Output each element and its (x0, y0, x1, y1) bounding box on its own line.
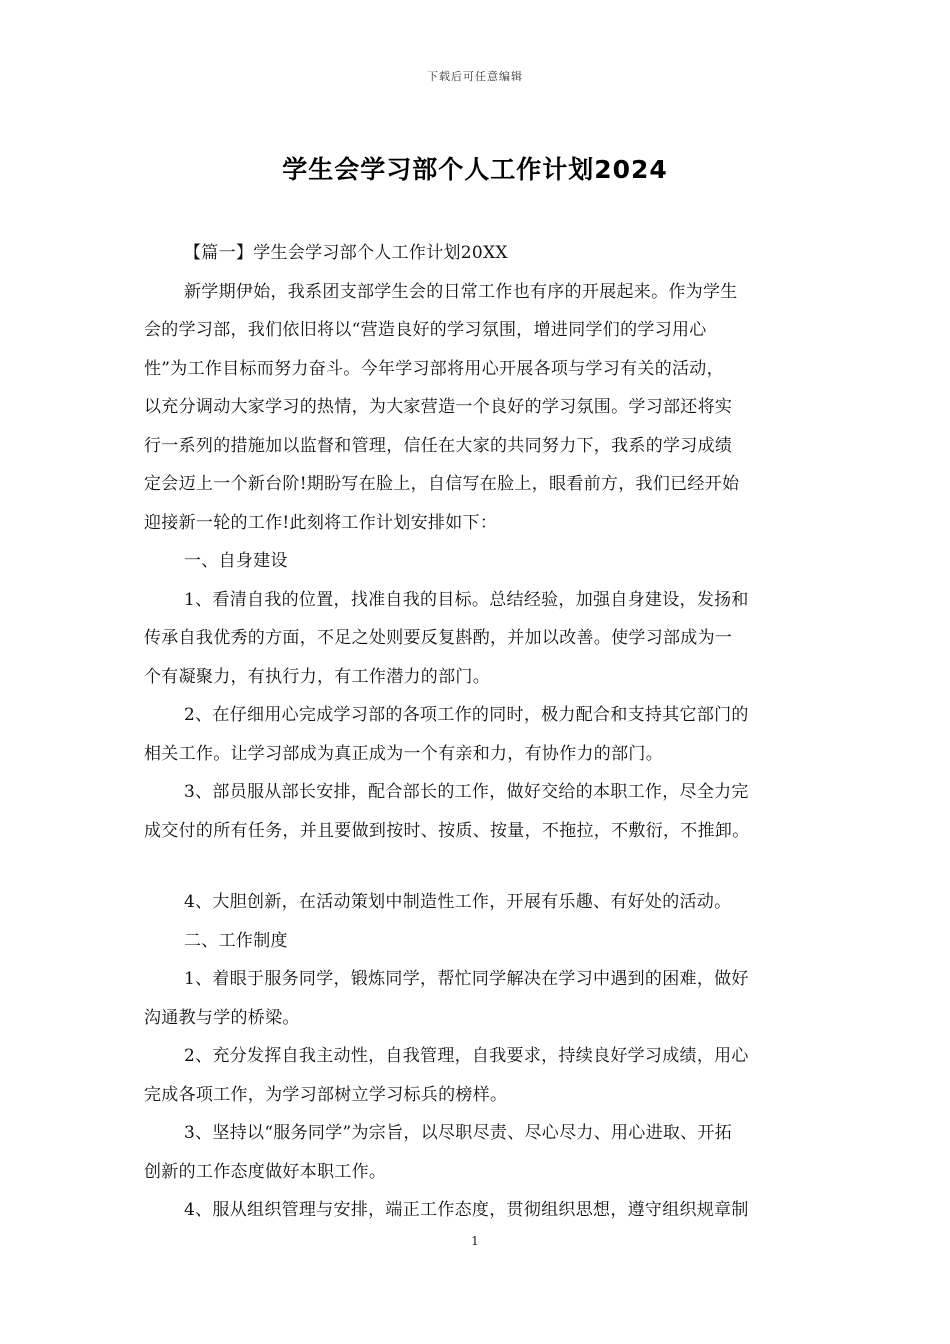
paragraph-line: 2、在仔细用心完成学习部的各项工作的同时，极力配合和支持其它部门的 (184, 705, 749, 725)
paragraph-line: 个有凝聚力，有执行力，有工作潜力的部门。 (144, 666, 490, 687)
paragraph-line: 以充分调动大家学习的热情，为大家营造一个良好的学习氛围。学习部还将实 (144, 397, 733, 417)
paragraph-line: 迎接新一轮的工作!此刻将工作计划安排如下： (144, 512, 498, 533)
header-note: 下载后可任意编辑 (427, 70, 523, 83)
paragraph-line: 新学期伊始，我系团支部学生会的日常工作也有序的开展起来。作为学生 (184, 281, 738, 302)
paragraph-line: 4、大胆创新，在活动策划中制造性工作，开展有乐趣、有好处的活动。 (184, 892, 732, 912)
paragraph-line: 会的学习部，我们依旧将以“营造良好的学习氛围，增进同学们的学习用心 (144, 320, 707, 340)
paragraph-line: 行一系列的措施加以监督和管理，信任在大家的共同努力下，我系的学习成绩 (144, 435, 733, 456)
paragraph-line: 沟通教与学的桥梁。 (144, 1007, 300, 1028)
paragraph-line: 4、服从组织管理与安排，端正工作态度，贯彻组织思想，遵守组织规章制 (184, 1200, 749, 1220)
paragraph-line: 相关工作。让学习部成为真正成为一个有亲和力，有协作力的部门。 (144, 743, 663, 764)
paragraph-line: 完成各项工作，为学习部树立学习标兵的榜样。 (144, 1084, 508, 1105)
section-heading: 一、自身建设 (184, 551, 288, 571)
paragraph-line: 定会迈上一个新台阶!期盼写在脸上，自信写在脸上，眼看前方，我们已经开始 (144, 474, 740, 494)
section-heading: 二、工作制度 (184, 930, 288, 951)
paragraph-line: 传承自我优秀的方面，不足之处则要反复斟酌，并加以改善。使学习部成为一 (144, 628, 733, 648)
page-title: 学生会学习部个人工作计划2024 (282, 155, 668, 184)
document-body (144, 234, 824, 1230)
paragraph-line: 1、着眼于服务同学，锻炼同学，帮忙同学解决在学习中遇到的困难，做好 (184, 969, 749, 989)
paragraph-line: 成交付的所有任务，并且要做到按时、按质、按量，不拖拉，不敷衍，不推卸。 (144, 820, 750, 841)
paragraph-line: 2、充分发挥自我主动性，自我管理，自我要求，持续良好学习成绩，用心 (184, 1046, 749, 1066)
paragraph-line: 性”为工作目标而努力奋斗。今年学习部将用心开展各项与学习有关的活动， (144, 358, 724, 379)
page-number: 1 (471, 1234, 479, 1248)
paragraph-line: 3、部员服从部长安排，配合部长的工作，做好交给的本职工作，尽全力完 (184, 782, 749, 802)
section-heading: 【篇一】学生会学习部个人工作计划20XX (184, 243, 508, 263)
paragraph-line: 1、看清自我的位置，找准自我的目标。总结经验，加强自身建设，发扬和 (184, 589, 749, 610)
paragraph-line: 3、坚持以“服务同学”为宗旨，以尽职尽责、尽心尽力、用心进取、开拓 (184, 1123, 733, 1143)
paragraph-line: 创新的工作态度做好本职工作。 (144, 1161, 387, 1182)
